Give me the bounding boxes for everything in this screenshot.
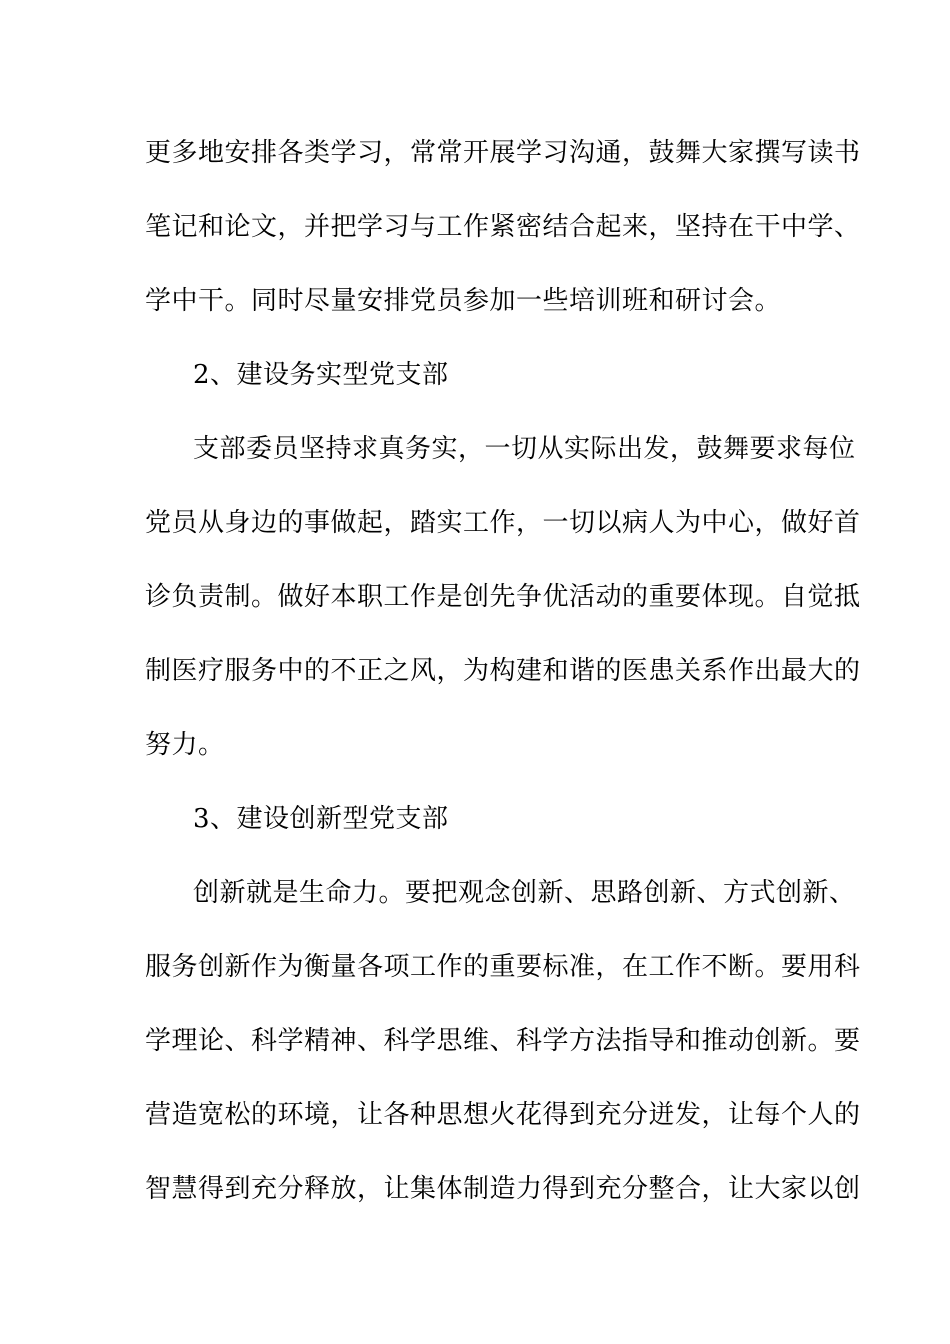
paragraph-line: 创新就是生命力。要把观念创新、思路创新、方式创新、 <box>193 878 856 908</box>
paragraph-line: 努力。 <box>145 730 225 760</box>
paragraph-line: 更多地安排各类学习，常常开展学习沟通，鼓舞大家撰写读书 <box>145 138 861 168</box>
section-heading: 2、建设务实型党支部 <box>193 360 449 390</box>
paragraph-line: 智慧得到充分释放，让集体制造力得到充分整合，让大家以创 <box>145 1174 861 1204</box>
paragraph-line: 党员从身边的事做起，踏实工作，一切以病人为中心，做好首 <box>145 508 861 538</box>
paragraph-line: 支部委员坚持求真务实，一切从实际出发，鼓舞要求每位 <box>193 434 856 464</box>
paragraph-line: 服务创新作为衡量各项工作的重要标准，在工作不断。要用科 <box>145 952 861 982</box>
section-heading: 3、建设创新型党支部 <box>193 804 449 834</box>
paragraph-line: 诊负责制。做好本职工作是创先争优活动的重要体现。自觉抵 <box>145 582 861 612</box>
paragraph-line: 制医疗服务中的不正之风，为构建和谐的医患关系作出最大的 <box>145 656 861 686</box>
paragraph-line: 营造宽松的环境，让各种思想火花得到充分迸发，让每个人的 <box>145 1100 861 1130</box>
paragraph-line: 学中干。同时尽量安排党员参加一些培训班和研讨会。 <box>145 286 782 316</box>
paragraph-line: 笔记和论文，并把学习与工作紧密结合起来，坚持在干中学、 <box>145 212 861 242</box>
paragraph-line: 学理论、科学精神、科学思维、科学方法指导和推动创新。要 <box>145 1026 861 1056</box>
